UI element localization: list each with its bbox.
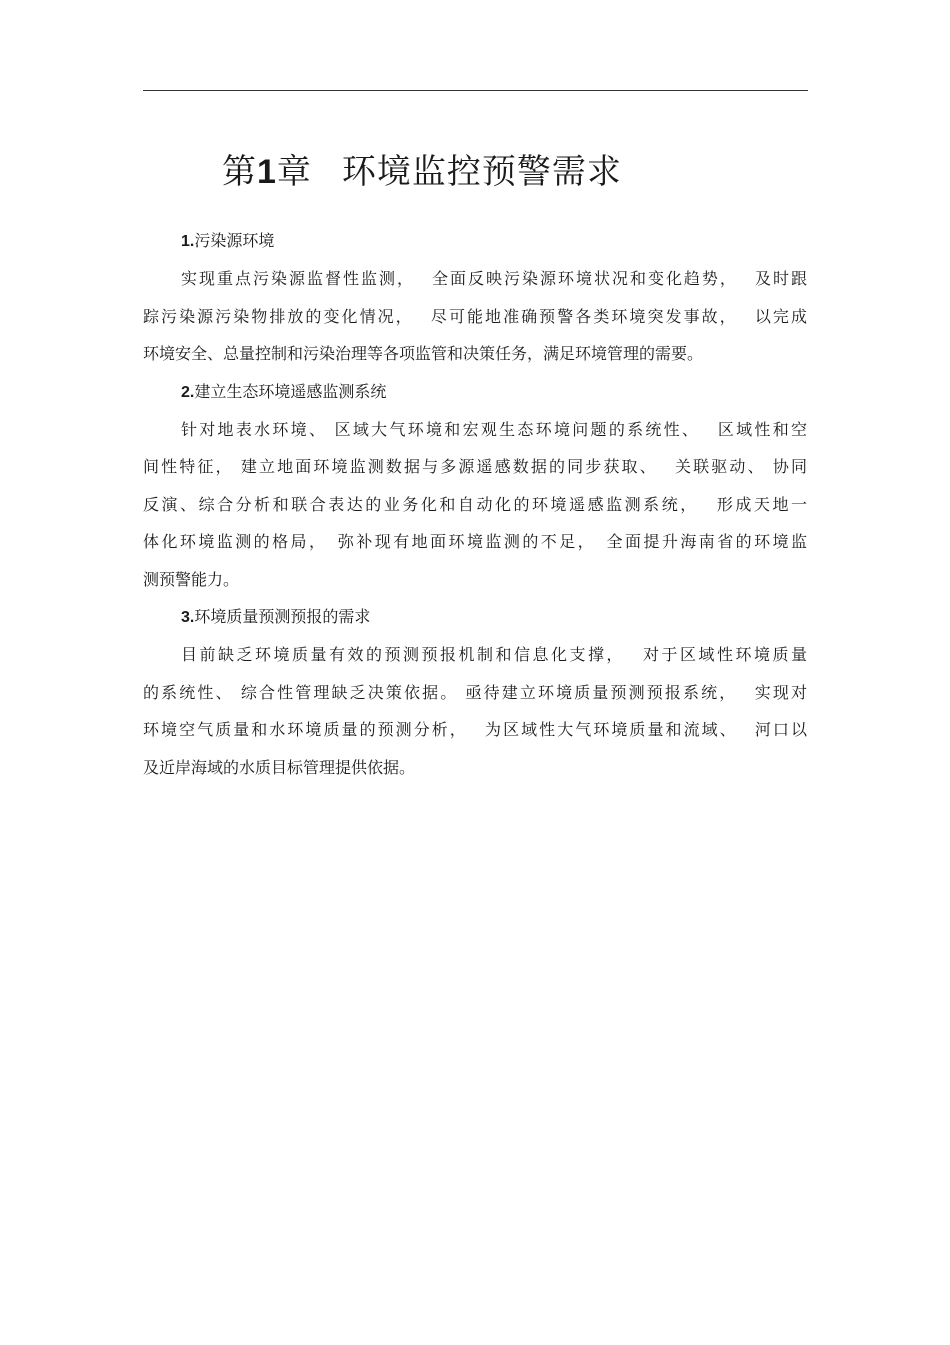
paragraph-line: 环境空气质量和水环境质量的预测分析， 为区域性大气环境质量和流域、 河口以 [143,720,807,739]
paragraph [143,260,807,373]
paragraph-line: 实现重点污染源监督性监测， 全面反映污染源环境状况和变化趋势， 及时跟 [181,269,807,288]
chapter-number: 1 [257,153,277,191]
chapter-title [222,148,622,196]
section-title: 污染源环境 [194,231,275,250]
section-number: 3. [181,609,195,626]
paragraph-line: 测预警能力。 [143,569,240,589]
paragraph-line: 目前缺乏环境质量有效的预测预报机制和信息化支撑， 对于区域性环境质量 [181,645,807,664]
paragraph-line: 针对地表水环境、 区域大气环境和宏观生态环境问题的系统性、 区域性和空 [181,419,807,439]
chapter-title-text: 环境监控预警需求 [341,152,622,192]
section-heading [143,598,807,636]
paragraph-line: 体化环境监测的格局， 弥补现有地面环境监测的不足， 全面提升海南省的环境监 [143,532,807,551]
paragraph-line: 反演、综合分析和联合表达的业务化和自动化的环境遥感监测系统， 形成天地一 [143,494,807,514]
section-title: 环境质量预测预报的需求 [194,607,371,626]
paragraph-line: 间性特征， 建立地面环境监测数据与多源遥感数据的同步获取、 关联驱动、 协同 [143,457,807,476]
body-text [143,222,807,786]
section-heading [143,373,807,411]
section-heading [143,222,807,260]
paragraph-line: 踪污染源污染物排放的变化情况， 尽可能地准确预警各类环境突发事故， 以完成 [143,306,807,326]
chapter-suffix: 章 [276,152,312,192]
paragraph [143,636,807,786]
section-title: 建立生态环境遥感监测系统 [194,381,387,401]
section-number: 1. [181,233,195,250]
section-number: 2. [181,383,195,401]
paragraph-line: 环境安全、总量控制和污染治理等各项监管和决策任务，满足环境管理的需要。 [143,344,704,363]
chapter-prefix: 第 [222,152,257,192]
paragraph-line: 及近岸海域的水质目标管理提供依据。 [143,757,416,777]
header-rule [143,90,808,91]
paragraph-line: 的系统性、 综合性管理缺乏决策依据。 亟待建立环境质量预测预报系统， 实现对 [143,682,807,702]
paragraph [143,411,807,599]
